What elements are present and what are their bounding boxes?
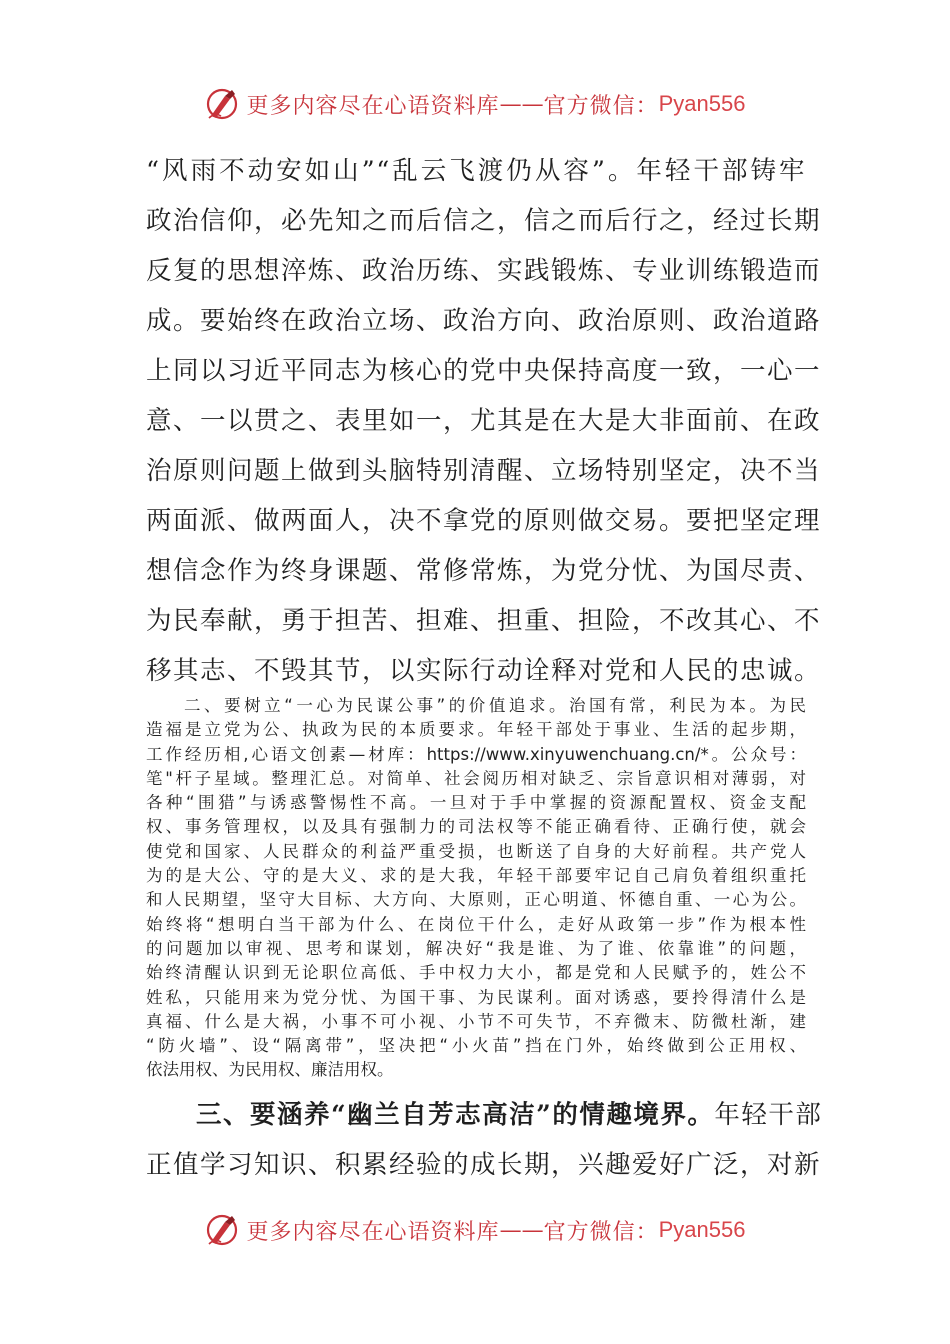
paragraph-2 <box>146 694 806 1083</box>
paragraph-2-line: 权、事务管理权，以及具有强制力的司法权等不能正确看待、正确行使，就会 <box>146 817 806 837</box>
paragraph-2-line: 工作经历相,心语文创素—材库：https://www.xinyuwenchuang.cn/*。公众号： <box>146 744 806 764</box>
paragraph-3 <box>146 1090 823 1190</box>
footer-banner-label: 官方微信： <box>543 1219 659 1245</box>
footer-banner-id: Pyan556 <box>658 1217 746 1242</box>
paragraph-2-line: 姓私，只能用来为党分忧、为国干事、为民谋利。面对诱惑，要拎得清什么是 <box>146 987 806 1007</box>
paragraph-1-line: 想信念作为终身课题、常修常炼，为党分忧、为国尽责、 <box>146 556 822 586</box>
footer-banner <box>0 1208 950 1252</box>
section-heading: 三、要涵养“幽兰自芳志高洁”的情趣境界。 <box>196 1100 715 1130</box>
paragraph-1-line: “风雨不动安如山”“乱云飞渡仍从容”。年轻干部铸牢 <box>146 156 806 186</box>
header-banner-separator: —— <box>499 91 544 117</box>
paragraph-2-line: 笔"杆子星域。整理汇总。对简单、社会阅历相对缺乏、宗旨意识相对薄弱，对 <box>146 768 806 788</box>
header-banner-id: Pyan556 <box>658 91 746 116</box>
paragraph-2-line: 真福、什么是大祸，小事不可小视、小节不可失节，不弃微末、防微杜渐，建 <box>146 1011 806 1031</box>
header-banner <box>0 82 950 126</box>
pen-logo-icon <box>205 86 241 122</box>
paragraph-2-line: 为的是大公、守的是大义、求的是大我，年轻干部要牢记自己肩负着组织重托 <box>146 866 806 886</box>
paragraph-2-line: 的问题加以审视、思考和谋划，解决好“我是谁、为了谁、依靠谁”的问题， <box>146 938 806 958</box>
paragraph-1-line: 为民奉献，勇于担苦、担难、担重、担险，不改其心、不 <box>146 606 822 636</box>
paragraph-2-line: 各种“围猎”与诱惑警惕性不高。一旦对于手中掌握的资源配置权、资金支配 <box>146 793 806 813</box>
paragraph-2-line: 始终清醒认识到无论职位高低、手中权力大小，都是党和人民赋予的，姓公不 <box>146 963 806 983</box>
paragraph-2-line: 二、要树立“一心为民谋公事”的价值追求。治国有常，利民为本。为民 <box>184 696 806 715</box>
header-banner-label: 官方微信： <box>543 93 659 119</box>
paragraph-2-line: “防火墙”、设“隔离带”，坚决把“小火苗”挡在门外，始终做到公正用权、 <box>146 1036 806 1056</box>
footer-banner-text: 更多内容尽在心语资料库 <box>246 1219 500 1245</box>
paragraph-1-line: 上同以习近平同志为核心的党中央保持高度一致，一心一 <box>146 356 822 386</box>
paragraph-2-line: 依法用权、为民用权、廉洁用权。 <box>146 1060 394 1080</box>
pen-logo-icon <box>205 1212 241 1248</box>
paragraph-1-line: 两面派、做两面人，决不拿党的原则做交易。要把坚定理 <box>146 506 822 536</box>
paragraph-3-text: 年轻干部 <box>714 1100 823 1130</box>
header-banner-text: 更多内容尽在心语资料库 <box>246 93 500 119</box>
paragraph-2-line: 和人民期望，坚守大目标、大方向、大原则，正心明道、怀德自重、一心为公。 <box>146 890 806 910</box>
paragraph-1 <box>146 146 822 696</box>
paragraph-2-line: 始终将“想明白当干部为什么、在岗位干什么，走好从政第一步”作为根本性 <box>146 914 806 934</box>
footer-banner-separator: —— <box>499 1217 544 1243</box>
paragraph-1-line: 政治信仰，必先知之而后信之，信之而后行之，经过长期 <box>146 206 822 236</box>
paragraph-1-line: 意、一以贯之、表里如一，尤其是在大是大非面前、在政 <box>146 406 822 436</box>
paragraph-2-line: 使党和国家、人民群众的利益严重受损，也断送了自身的大好前程。共产党人 <box>146 841 806 861</box>
paragraph-1-line: 移其志、不毁其节，以实际行动诠释对党和人民的忠诚。 <box>146 656 822 686</box>
paragraph-3-line: 正值学习知识、积累经验的成长期，兴趣爱好广泛，对新 <box>146 1150 822 1180</box>
paragraph-2-line: 造福是立党为公、执政为民的本质要求。年轻干部处于事业、生活的起步期， <box>146 720 806 740</box>
paragraph-1-line: 反复的思想淬炼、政治历练、实践锻炼、专业训练锻造而 <box>146 256 822 286</box>
paragraph-1-line: 成。要始终在政治立场、政治方向、政治原则、政治道路 <box>146 306 822 336</box>
paragraph-3-line <box>146 1090 823 1140</box>
paragraph-1-line: 治原则问题上做到头脑特别清醒、立场特别坚定，决不当 <box>146 456 822 486</box>
